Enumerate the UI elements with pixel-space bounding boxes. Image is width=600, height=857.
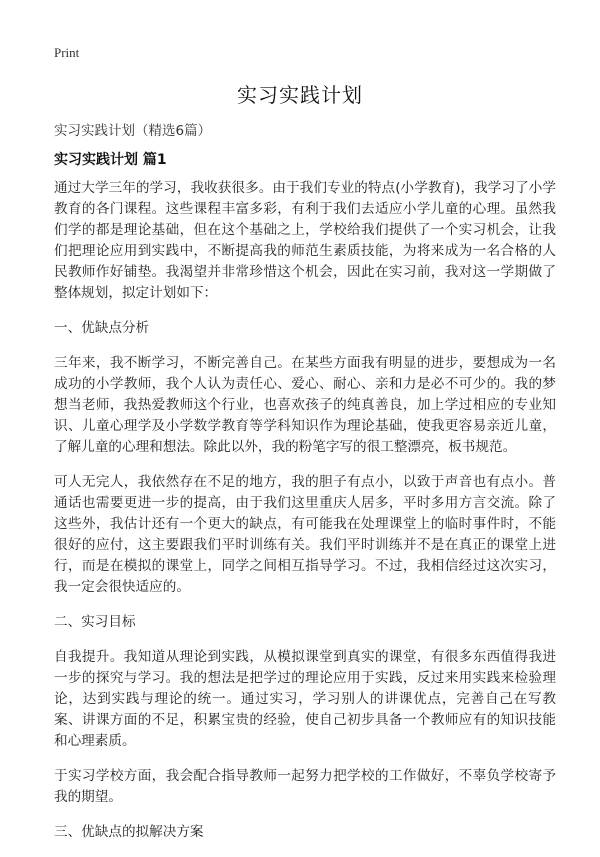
paragraph-self-improvement: 自我提升。我知道从理论到实践，从模拟课堂到真实的课堂，有很多东西值得我进一步的探究与学习。我的想法是把学过的理论应用于实践，反过来用实践来检验理论，达到实践与理论的统一。通过实习，学习别人的讲课优点，完善自己在写教案、讲课方面的不足，积累宝贵的经验，使自己初步具备一个教师应有的知识技能和心理素质。 (54, 649, 556, 749)
document-body (54, 178, 556, 857)
heading-strengths-weaknesses: 一、优缺点分析 (54, 320, 150, 336)
paragraph-intro: 通过大学三年的学习，我收获很多。由于我们专业的特点(小学教育)，我学习了小学教育的各门课程。这些课程丰富多彩，有利于我们去适应小学儿童的心理。虽然我们学的都是理论基础，但在这个基础之上，学校给我们提供了一个实习机会，让我们把理论应用到实践中，不断提高我的师范生素质技能，为将来成为一名合格的人民教师作好铺垫。我渴望并非常珍惜这个机会，因此在实习前，我对这一学期做了整体规划，拟定计划如下： (54, 180, 556, 301)
paragraph-strengths: 三年来，我不断学习，不断完善自己。在某些方面我有明显的进步，要想成为一名成功的小学教师，我个人认为责任心、爱心、耐心、亲和力是必不可少的。我的梦想当老师，我热爱教师这个行业，也喜欢孩子的纯真善良，加上学过相应的专业知识、儿童心理学及小学数学教育等学科知识作为理论基础，使我更容易亲近儿童，了解儿童的心理和想法。除此以外，我的粉笔字写的很工整漂亮，板书规范。 (54, 355, 556, 455)
paragraph-school: 于实习学校方面，我会配合指导教师一起努力把学校的工作做好，不辜负学校寄予我的期望。 (54, 768, 556, 805)
heading-goals: 二、实习目标 (54, 614, 136, 630)
page-title: 实习实践计划 (237, 83, 363, 107)
heading-solutions: 三、优缺点的拟解决方案 (54, 824, 204, 840)
print-link[interactable]: Print (54, 45, 80, 60)
paragraph-weaknesses: 可人无完人，我依然存在不足的地方，我的胆子有点小，以致于声音也有点小。普通话也需要更进一步的提高，由于我们这里重庆人居多，平时多用方言交流。除了这些外，我估计还有一个更大的缺点，有可能我在处理课堂上的临时事件时，不能很好的应付，这主要跟我们平时训练有关。我们平时训练并不是在真正的课堂上进行，而是在模拟的课堂上，同学之间相互指导学习。不过，我相信经过这次实习，我一定会很快适应的。 (54, 474, 556, 595)
section-title: 实习实践计划 篇1 (54, 152, 167, 168)
document-subtitle: 实习实践计划（精选6篇） (54, 123, 212, 139)
